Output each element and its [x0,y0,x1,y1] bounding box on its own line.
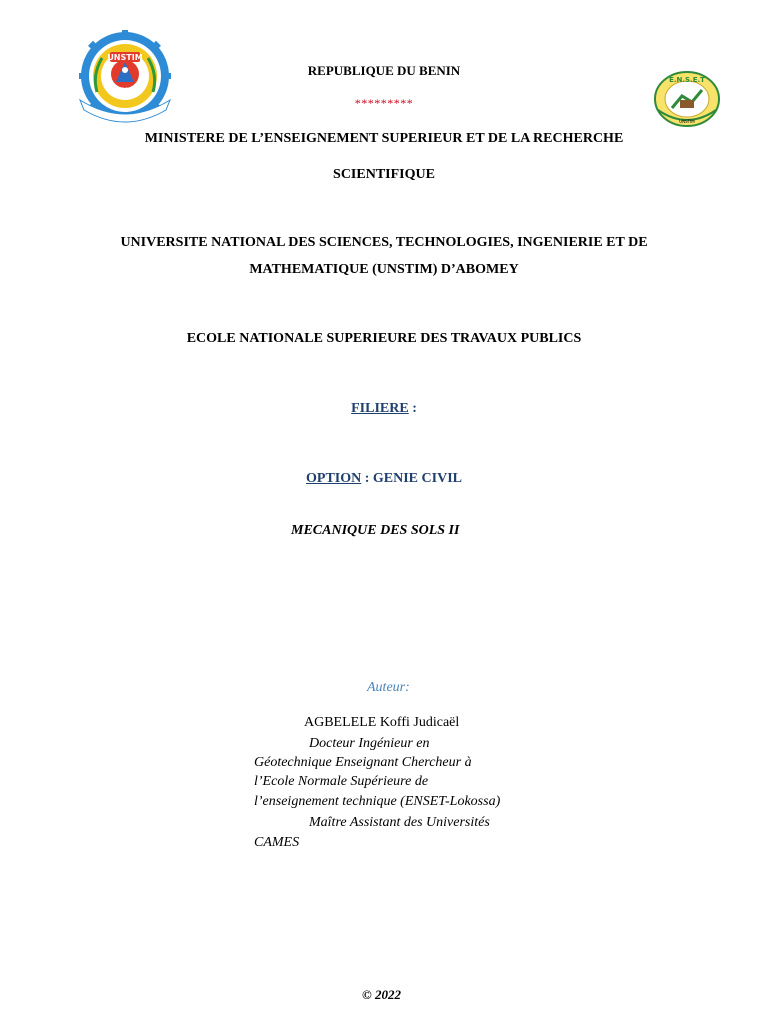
filiere-label: FILIERE [351,401,409,416]
svg-text:UNSTIM: UNSTIM [679,119,695,124]
course-title: MECANIQUE DES SOLS II [291,523,460,538]
country-title: REPUBLIQUE DU BENIN [307,63,461,78]
author-label: Auteur: [367,680,410,695]
option-value: : GENIE CIVIL [361,471,462,486]
university-line-2: MATHEMATIQUE (UNSTIM) D’ABOMEY [249,262,519,277]
university-line-1: UNIVERSITE NATIONAL DES SCIENCES, TECHNOLOGIES, INGENIERIE ET DE [120,235,648,250]
svg-text:E.N.S.E.T: E.N.S.E.T [669,76,705,84]
option-label: OPTION [306,471,362,486]
ministry-line-1: MINISTERE DE L’ENSEIGNEMENT SUPERIEUR ET DE LA RECHERCHE [144,131,624,146]
filiere-separator: : [408,401,417,416]
filiere-row [0,401,768,417]
author-line-5: Maître Assistant des Universités [309,815,490,830]
svg-text:ABOMEY: ABOMEY [110,87,140,94]
star-separator: ********* [354,96,414,110]
author-line-1: Docteur Ingénieur en [309,736,430,751]
author-name: AGBELELE Koffi Judicaël [304,715,460,730]
copyright: © 2022 [362,987,401,1002]
author-line-2: Géotechnique Enseignant Chercheur à [254,755,472,770]
school-title: ECOLE NATIONALE SUPERIEURE DES TRAVAUX PUBLICS [186,331,582,346]
author-line-6: CAMES [254,835,300,850]
author-line-4: l’enseignement technique (ENSET-Lokossa) [254,794,501,809]
svg-text:UNSTIM: UNSTIM [107,53,143,62]
ministry-line-2: SCIENTIFIQUE [333,167,435,182]
option-row [0,471,768,487]
author-line-3: l’Ecole Normale Supérieure de [254,774,429,789]
